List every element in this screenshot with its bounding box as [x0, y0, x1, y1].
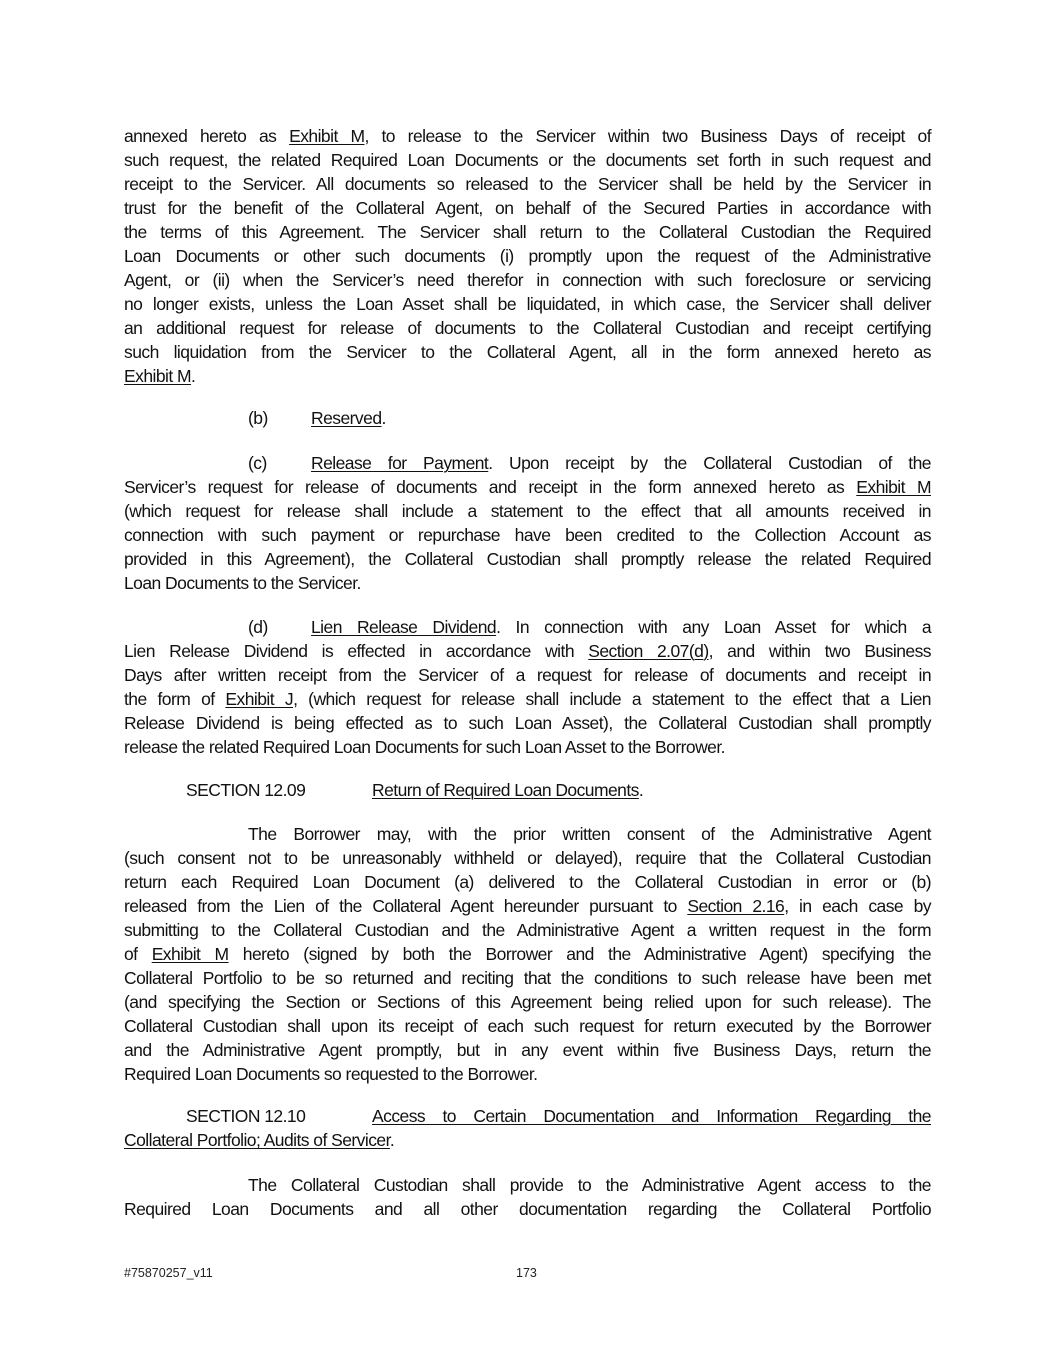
- cross-reference-link[interactable]: Section 2.16: [687, 896, 785, 916]
- section-12-09-first-line: [248, 822, 931, 846]
- subsection-d-first-line: [311, 615, 931, 639]
- text-run: provided in this Agreement), the Collateral Custodian shall promptly release the related Required: [124, 549, 931, 569]
- paragraph-a-line: [124, 244, 931, 268]
- section-12-10-trail: .: [389, 1130, 395, 1150]
- text-run: Collateral Portfolio to be so returned and reciting that the conditions to such release have been met: [124, 968, 931, 988]
- text-run: Agent, or (ii) when the Servicer’s need therefor in connection with such foreclosure or servicing: [124, 270, 931, 290]
- section-12-09-title: Return of Required Loan Documents: [372, 780, 639, 800]
- section-12-09-line: [124, 894, 931, 918]
- subsection-b-heading-wrap: [311, 406, 386, 430]
- text-run: , in each case by: [784, 896, 931, 916]
- paragraph-a-line: [124, 148, 931, 172]
- section-12-09-number: SECTION 12.09: [186, 780, 306, 800]
- paragraph-a-line: [124, 268, 931, 292]
- text-run: The Borrower may, with the prior written consent of the Administrative Agent: [248, 824, 931, 844]
- section-12-09-line: [124, 870, 931, 894]
- subsection-b-heading: Reserved: [311, 408, 382, 428]
- section-12-09-title-wrap: [372, 778, 643, 802]
- text-run: and the Administrative Agent promptly, but in any event within five Business Days, return the: [124, 1040, 931, 1060]
- text-run: annexed hereto as: [124, 126, 290, 146]
- text-run: (and specifying the Section or Sections of this Agreement being relied upon for such release). The: [124, 992, 931, 1012]
- text-run: trust for the benefit of the Collateral Agent, on behalf of the Secured Parties in accordance with: [124, 198, 931, 218]
- subsection-b-label: (b): [248, 408, 268, 428]
- section-12-09-line: [124, 966, 931, 990]
- subsection-c-line: [124, 475, 931, 499]
- section-12-10-first-line: [248, 1173, 931, 1197]
- text-run: such liquidation from the Servicer to the Collateral Agent, all in the form annexed hereto as: [124, 342, 931, 362]
- paragraph-a-line: [124, 340, 931, 364]
- text-run: return each Required Loan Document (a) delivered to the Collateral Custodian in error or (b): [124, 872, 931, 892]
- footer-page-number: 173: [516, 1266, 537, 1280]
- text-run: . Upon receipt by the Collateral Custodian of the: [488, 453, 931, 473]
- text-run: Loan Documents to the Servicer.: [124, 573, 361, 593]
- text-run: Loan Documents or other such documents (i) promptly upon the request of the Administrative: [124, 246, 931, 266]
- section-12-10-title-line-1: [372, 1104, 931, 1128]
- section-12-09-line: [124, 918, 931, 942]
- subsection-d-line: [124, 711, 931, 735]
- subsection-d-line: [124, 735, 931, 759]
- text-run: the form of: [124, 689, 226, 709]
- cross-reference-link[interactable]: Exhibit M: [856, 477, 931, 497]
- cross-reference-link[interactable]: Release for Payment: [311, 453, 489, 473]
- paragraph-a-line: [124, 316, 931, 340]
- paragraph-a-line: [124, 172, 931, 196]
- text-run: Collateral Custodian shall upon its receipt of each such request for return executed by the Borrower: [124, 1016, 931, 1036]
- subsection-d-line: [124, 687, 931, 711]
- subsection-b-trail: .: [381, 408, 386, 428]
- cross-reference-link[interactable]: Exhibit M: [124, 366, 192, 386]
- text-run: no longer exists, unless the Loan Asset shall be liquidated, in which case, the Servicer shall deliver: [124, 294, 931, 314]
- section-12-10-number: SECTION 12.10: [186, 1106, 306, 1126]
- text-run: connection with such payment or repurchase have been credited to the Collection Account as: [124, 525, 931, 545]
- paragraph-a-line: [124, 124, 931, 148]
- text-run: (such consent not to be unreasonably withheld or delayed), require that the Collateral Custodian: [124, 848, 931, 868]
- text-run: submitting to the Collateral Custodian and the Administrative Agent a written request in the form: [124, 920, 931, 940]
- text-run: Required Loan Documents and all other documentation regarding the Collateral Portfolio: [124, 1199, 931, 1219]
- section-12-10-line: [124, 1197, 931, 1221]
- text-run: , to release to the Servicer within two Business Days of receipt of: [364, 126, 932, 146]
- section-12-09-line: [124, 1038, 931, 1062]
- subsection-c-line: [124, 499, 931, 523]
- paragraph-a-line: [124, 292, 931, 316]
- cross-reference-link[interactable]: Exhibit M: [151, 944, 229, 964]
- section-12-09-line: [124, 846, 931, 870]
- text-run: of: [124, 944, 152, 964]
- paragraph-a-line: [124, 220, 931, 244]
- cross-reference-link[interactable]: Section 2.07(d): [588, 641, 709, 661]
- text-run: receipt to the Servicer. All documents so released to the Servicer shall be held by the Servicer in: [124, 174, 931, 194]
- text-run: , and within two Business: [708, 641, 931, 661]
- text-run: Release Dividend is being effected as to such Loan Asset), the Collateral Custodian shall promptly: [124, 713, 931, 733]
- text-run: such request, the related Required Loan Documents or the documents set forth in such request and: [124, 150, 931, 170]
- cross-reference-link[interactable]: Exhibit J: [225, 689, 294, 709]
- section-12-09-line: [124, 1014, 931, 1038]
- cross-reference-link[interactable]: Lien Release Dividend: [311, 617, 497, 637]
- text-run: the terms of this Agreement. The Servicer shall return to the Collateral Custodian the Required: [124, 222, 931, 242]
- text-run: Days after written receipt from the Servicer of a request for release of documents and receipt in: [124, 665, 931, 685]
- paragraph-a-line: [124, 196, 931, 220]
- text-run: (which request for release shall include a statement to the effect that all amounts received in: [124, 501, 931, 521]
- cross-reference-link[interactable]: Exhibit M: [289, 126, 365, 146]
- subsection-c-line: [124, 523, 931, 547]
- text-run: . In connection with any Loan Asset for which a: [496, 617, 932, 637]
- text-run: .: [191, 366, 196, 386]
- section-12-09-line: [124, 942, 931, 966]
- section-12-10-title-line-2: [124, 1128, 931, 1152]
- section-12-09-trail: .: [638, 780, 644, 800]
- text-run: Lien Release Dividend is effected in accordance with: [124, 641, 589, 661]
- footer-document-id: #75870257_v11: [124, 1266, 213, 1280]
- text-run: , (which request for release shall include a statement to the effect that a Lien: [293, 689, 931, 709]
- section-12-09-line: [124, 990, 931, 1014]
- subsection-c-line: [124, 571, 931, 595]
- text-run: hereto (signed by both the Borrower and the Administrative Agent) specifying the: [228, 944, 932, 964]
- paragraph-a-line: [124, 364, 931, 388]
- section-12-10-title-part-1: Access to Certain Documentation and Information Regarding the: [372, 1106, 931, 1126]
- subsection-c-line: [124, 547, 931, 571]
- section-12-09-line: [124, 1062, 931, 1086]
- subsection-d-label: (d): [248, 617, 268, 637]
- subsection-c-first-line: [311, 451, 931, 475]
- text-run: release the related Required Loan Documents for such Loan Asset to the Borrower.: [124, 737, 725, 757]
- text-run: Required Loan Documents so requested to the Borrower.: [124, 1064, 538, 1084]
- text-run: Servicer’s request for release of documents and receipt in the form annexed hereto as: [124, 477, 857, 497]
- text-run: an additional request for release of documents to the Collateral Custodian and receipt certifying: [124, 318, 931, 338]
- section-12-10-title-part-2: Collateral Portfolio; Audits of Servicer: [124, 1130, 390, 1150]
- text-run: released from the Lien of the Collateral Agent hereunder pursuant to: [124, 896, 688, 916]
- subsection-d-line: [124, 663, 931, 687]
- subsection-c-label: (c): [248, 453, 267, 473]
- subsection-d-line: [124, 639, 931, 663]
- text-run: The Collateral Custodian shall provide to the Administrative Agent access to the: [248, 1175, 931, 1195]
